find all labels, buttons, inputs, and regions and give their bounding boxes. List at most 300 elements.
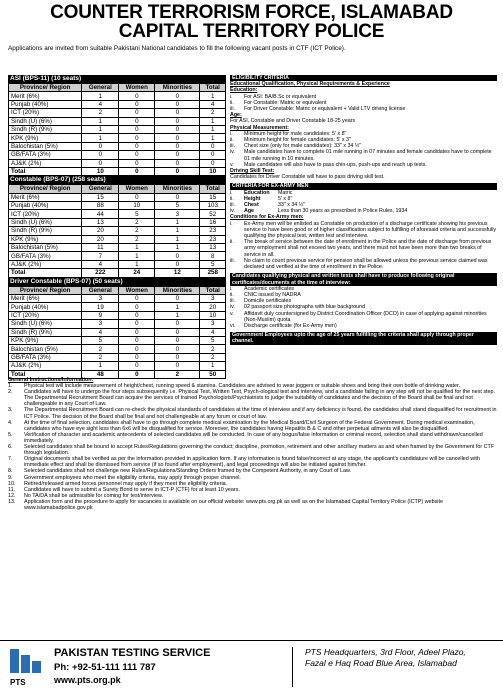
item-text: Academic certificates bbox=[244, 285, 295, 292]
total-row bbox=[9, 269, 226, 277]
seats-table bbox=[8, 286, 226, 379]
region-cell: Merit (6%) bbox=[9, 294, 82, 302]
seat-count: 0 bbox=[119, 142, 155, 150]
seat-count: 0 bbox=[119, 328, 155, 336]
column-header: Total bbox=[200, 84, 226, 92]
column-header: Total bbox=[200, 286, 226, 294]
seat-count: 103 bbox=[200, 202, 226, 210]
item-text: Minimum height for female candidates: 5' x 3" bbox=[244, 137, 351, 144]
seat-count: 2 bbox=[155, 370, 200, 378]
item-text: No claim to count previous service for pension shall be allowed unless the previous service claimed was declared and verified at the time of enrollment in the Police. bbox=[244, 257, 488, 271]
seat-count: 0 bbox=[119, 134, 155, 142]
item-label: Height bbox=[244, 195, 261, 202]
seat-count: 0 bbox=[155, 320, 200, 328]
seat-count: 0 bbox=[119, 193, 155, 201]
seat-count: 1 bbox=[200, 134, 226, 142]
seat-count: 0 bbox=[155, 142, 200, 150]
item-text: Ex-Army men will be enlisted as Constable on production of a discharge certificate showing his previous service to have been good or of higher classification subject to fulfilling of aforesaid criteria and successfully qualifying the physical test, written test and interview. bbox=[244, 220, 497, 240]
table-row bbox=[9, 260, 226, 268]
region-cell: ICT (20%) bbox=[9, 311, 82, 319]
seat-count: 1 bbox=[200, 362, 226, 370]
seat-count: 1 bbox=[119, 260, 155, 268]
item-text: Verification of character and academic antecedents of selected candidates will be conducted. In case of any bogus/false information or criminal record, selection shall stand withdrawn/cancelled immediately. bbox=[24, 431, 483, 444]
item-number: i. bbox=[230, 189, 233, 196]
list-item bbox=[230, 149, 497, 161]
seat-count: 0 bbox=[155, 294, 200, 302]
table-row bbox=[9, 328, 226, 336]
seat-count: 2 bbox=[82, 109, 119, 117]
table-row bbox=[9, 134, 226, 142]
table-row bbox=[9, 125, 226, 133]
seat-count: 5 bbox=[82, 336, 119, 344]
table-row bbox=[9, 100, 226, 108]
column-header: Province/ Region bbox=[9, 185, 82, 193]
item-number: 12. bbox=[8, 492, 16, 499]
seat-count: 1 bbox=[200, 117, 226, 125]
item-text: Original documents shall be verified as per the information provided in application form. If any information is found false/incorrect at any stage, the applicant's candidature will be cancelled with immediate effect and shall be dismissed from service (if so found after employment), and legal proceedings will also be initiated against him/her. bbox=[24, 456, 480, 469]
table-row bbox=[9, 311, 226, 319]
region-cell: Balochistan (5%) bbox=[9, 244, 82, 252]
list-item bbox=[230, 239, 497, 258]
seat-count: 20 bbox=[82, 227, 119, 235]
item-text: For Driver Constable: Matric or equivalent + Valid LTV driving license bbox=[244, 106, 406, 113]
seat-count: 4 bbox=[82, 260, 119, 268]
seat-count: 13 bbox=[200, 244, 226, 252]
seat-count: 1 bbox=[155, 244, 200, 252]
item-number: iii. bbox=[230, 202, 236, 209]
org-website[interactable]: www.pts.org.pk bbox=[54, 675, 121, 685]
region-cell: Balochistan (5%) bbox=[9, 142, 82, 150]
title-line-2: CAPITAL TERRITORY POLICE bbox=[118, 21, 385, 42]
seat-count: 0 bbox=[200, 142, 226, 150]
region-cell: Balochistan (5%) bbox=[9, 345, 82, 353]
item-number: iii. bbox=[230, 298, 236, 305]
region-cell: AJ&K (2%) bbox=[9, 260, 82, 268]
item-text: Candidates will have to undergo the four steps subsequently i.e. Physical Test, Written Test, Psych-ological test and interview, and a candidate failing in any step will not be qualified for the next step. The Departmental Recruitment Board can acquire the services of trained Psychologists/Psychiatrists to judge the suitability of candidates and the decision of the Board shall be final and not challengeable in any Court of Law. bbox=[24, 389, 496, 408]
item-number: 6. bbox=[8, 444, 13, 451]
seat-count: 1 bbox=[82, 134, 119, 142]
govt-employees-note: Government Employees upto the age of 25 years fulfilling the criteria shall apply through proper channel. bbox=[230, 332, 497, 344]
table-row bbox=[9, 362, 226, 370]
item-number: i. bbox=[230, 285, 233, 292]
seat-count: 1 bbox=[119, 252, 155, 260]
org-address bbox=[292, 647, 503, 687]
seat-count: 0 bbox=[155, 125, 200, 133]
item-number: i. bbox=[230, 130, 233, 137]
seat-count: 0 bbox=[155, 362, 200, 370]
region-cell: Sindh (R) (9%) bbox=[9, 328, 82, 336]
seat-count: 7 bbox=[82, 252, 119, 260]
item-label: Chest bbox=[244, 202, 259, 209]
item-number: iv. bbox=[230, 149, 235, 156]
age-text: For ASI, Constable and Driver Constable 18-25 years bbox=[230, 118, 356, 125]
seat-count: 0 bbox=[119, 159, 155, 167]
seat-count: 20 bbox=[200, 303, 226, 311]
table-row bbox=[9, 117, 226, 125]
seat-count: 0 bbox=[155, 345, 200, 353]
list-item bbox=[230, 311, 497, 323]
item-text: No TA/DA shall be admissible for coming for test/interview. bbox=[24, 492, 164, 499]
eligibility-panel bbox=[230, 75, 497, 345]
seat-count: 5 bbox=[200, 336, 226, 344]
region-cell: AJ&K (2%) bbox=[9, 362, 82, 370]
item-number: iii. bbox=[230, 143, 236, 150]
table-row bbox=[9, 109, 226, 117]
table-row bbox=[9, 336, 226, 344]
item-text: Male candidates have to complete 01 mile running in 07 minutes and female candidates have to complete 01 mile running in 10 minutes. bbox=[244, 149, 492, 162]
page-title bbox=[0, 3, 503, 41]
item-number: 4. bbox=[8, 419, 13, 426]
seat-count: 0 bbox=[119, 320, 155, 328]
conditions-heading: Conditions for Ex-Army men: bbox=[230, 214, 304, 221]
column-header: Minorities bbox=[155, 185, 200, 193]
seat-count: 0 bbox=[119, 117, 155, 125]
seat-count: 0 bbox=[119, 100, 155, 108]
instruction-item bbox=[8, 444, 497, 456]
item-number: v. bbox=[230, 310, 234, 317]
item-text: CNIC issued by NADRA bbox=[244, 291, 301, 298]
table-row bbox=[9, 353, 226, 361]
seat-count: 0 bbox=[155, 134, 200, 142]
exarmy-heading: CRITERIA FOR EX-ARMY MEN bbox=[230, 183, 497, 189]
table-row bbox=[9, 345, 226, 353]
item-number: ii. bbox=[230, 137, 234, 144]
seat-count: 50 bbox=[200, 370, 226, 378]
seat-count: 0 bbox=[82, 142, 119, 150]
item-text: For Constable: Matric or equivalent bbox=[244, 99, 327, 106]
region-cell: Sindh (R) (9%) bbox=[9, 125, 82, 133]
item-text: Government employees who meet the eligibility criteria, may apply through proper channel. bbox=[24, 474, 241, 481]
seat-count: 15 bbox=[200, 193, 226, 201]
list-item bbox=[230, 258, 497, 270]
item-value: 5' x 8" bbox=[278, 195, 293, 202]
seat-count: 19 bbox=[82, 303, 119, 311]
seat-count: 10 bbox=[200, 167, 226, 175]
seat-count: 0 bbox=[119, 125, 155, 133]
age-heading: Age: bbox=[230, 112, 242, 119]
eligibility-subheading: Educational Qualification, Physical Requirements & Experience bbox=[230, 81, 390, 88]
seat-count: 1 bbox=[119, 244, 155, 252]
region-cell: Punjab (40%) bbox=[9, 202, 82, 210]
item-number: iv. bbox=[230, 304, 235, 311]
seat-count: 3 bbox=[155, 210, 200, 218]
seat-count: 0 bbox=[119, 109, 155, 117]
seat-count: 2 bbox=[200, 353, 226, 361]
general-instructions bbox=[8, 377, 497, 511]
column-header: General bbox=[82, 185, 119, 193]
item-label: Education bbox=[244, 189, 270, 196]
title-line-1: COUNTER TERRORISM FORCE, ISLAMABAD bbox=[50, 2, 453, 23]
seat-count: 3 bbox=[82, 294, 119, 302]
seat-count: 2 bbox=[82, 345, 119, 353]
seat-count: 5 bbox=[200, 260, 226, 268]
total-row bbox=[9, 167, 226, 175]
region-cell: KPK (9%) bbox=[9, 134, 82, 142]
region-cell: KPK (9%) bbox=[9, 235, 82, 243]
list-item bbox=[230, 221, 497, 240]
instruction-item bbox=[8, 499, 497, 511]
instruction-item bbox=[8, 432, 497, 444]
item-number: ii. bbox=[230, 99, 234, 106]
item-number: iv. bbox=[230, 208, 235, 215]
seat-count: 2 bbox=[82, 353, 119, 361]
seat-count: 88 bbox=[82, 202, 119, 210]
item-text: Chest size (only for male candidates): 33" x 34 ½" bbox=[244, 143, 362, 150]
table-row bbox=[9, 142, 226, 150]
table-row bbox=[9, 159, 226, 167]
seat-count: 0 bbox=[119, 311, 155, 319]
seat-count: 1 bbox=[155, 235, 200, 243]
seat-count: 3 bbox=[200, 294, 226, 302]
column-header: Province/ Region bbox=[9, 84, 82, 92]
seat-count: 4 bbox=[200, 100, 226, 108]
seat-count: 52 bbox=[200, 210, 226, 218]
column-header: Province/ Region bbox=[9, 286, 82, 294]
seat-count: 1 bbox=[155, 311, 200, 319]
item-number: ii. bbox=[230, 195, 234, 202]
seat-count: 1 bbox=[155, 303, 200, 311]
item-text: Selected candidates shall not challenge new Rules/Regulations/Standing Orders framed by the Competent Authority, in any Court of Law. bbox=[24, 468, 352, 475]
item-number: i. bbox=[230, 93, 233, 100]
seat-count: 12 bbox=[155, 269, 200, 277]
item-text: Application form and the procedure to apply for vacancies is available on our official website: www.pts.org.pk as well as on the Islamabad Capital Territory Police (ICTP) website www.islamabadpolice.gov.pk bbox=[24, 498, 443, 511]
table-heading: Driver Constable (BPS-07) (50 seats) bbox=[8, 278, 226, 286]
table-row bbox=[9, 151, 226, 159]
item-text: Minimum height for male candidates: 5' x 8" bbox=[244, 130, 347, 137]
seat-count: 4 bbox=[200, 328, 226, 336]
seat-count: 222 bbox=[82, 269, 119, 277]
skill-heading: Driving Skill Test: bbox=[230, 168, 275, 175]
table-row bbox=[9, 294, 226, 302]
item-text: Discharge certificate (for Ex-Army men) bbox=[244, 322, 337, 329]
seat-count: 2 bbox=[119, 227, 155, 235]
seat-count: 20 bbox=[82, 235, 119, 243]
seat-count: 0 bbox=[155, 109, 200, 117]
item-number: 1. bbox=[8, 383, 13, 390]
region-cell: GB/FATA (3%) bbox=[9, 353, 82, 361]
seat-count: 1 bbox=[155, 227, 200, 235]
item-number: 2. bbox=[8, 389, 13, 396]
seat-count: 0 bbox=[119, 151, 155, 159]
address-line-1: PTS Headquarters, 3rd Floor, Adeel Plazo, bbox=[305, 647, 466, 657]
seat-count: 3 bbox=[82, 320, 119, 328]
seat-count: 0 bbox=[119, 303, 155, 311]
education-heading: Education: bbox=[230, 87, 258, 94]
table-row bbox=[9, 235, 226, 243]
seat-count: 0 bbox=[155, 117, 200, 125]
seat-count: 0 bbox=[155, 328, 200, 336]
intro-text: Applications are invited from suitable Pakistani National candidates to fill the following vacant posts in CTF (ICT Police). bbox=[8, 45, 346, 52]
table-row bbox=[9, 193, 226, 201]
item-number: 10. bbox=[8, 480, 16, 487]
item-text: Retired/released armed forces personnel may apply if they meet the eligibility criteria. bbox=[24, 480, 228, 487]
region-cell: ICT (20%) bbox=[9, 109, 82, 117]
seat-count: 4 bbox=[82, 100, 119, 108]
seats-table bbox=[8, 184, 226, 277]
seat-count: 0 bbox=[119, 353, 155, 361]
item-text: At the time of final selection, candidates shall have to go through complete medical examination by the Medical Board/Civil Surgeon of the Federal Government. During medical examination, candidates who have eye sight less than 6x6 will be disqualified for service. Moreover, the candidates having Hepatitis B & C and other perpetual ailments will also be disqualified. bbox=[24, 419, 475, 432]
seat-count: 0 bbox=[155, 353, 200, 361]
item-number: 8. bbox=[8, 468, 13, 475]
region-cell: Sindh (U) (6%) bbox=[9, 320, 82, 328]
item-text: Candidates will have to submit a Surety Bond to serve in ICT-P (CTF) for at least 10 years. bbox=[24, 486, 240, 493]
item-number: 3. bbox=[8, 407, 13, 414]
seat-count: 0 bbox=[200, 151, 226, 159]
seat-count: 3 bbox=[200, 320, 226, 328]
seat-count: 4 bbox=[82, 328, 119, 336]
seat-count: 0 bbox=[119, 167, 155, 175]
seat-count: 1 bbox=[82, 125, 119, 133]
seat-count: 16 bbox=[200, 218, 226, 226]
seat-count: 23 bbox=[200, 227, 226, 235]
seat-count: 0 bbox=[155, 151, 200, 159]
instruction-item bbox=[8, 389, 497, 407]
seat-count: 0 bbox=[82, 159, 119, 167]
seat-count: 5 bbox=[119, 210, 155, 218]
seat-count: 1 bbox=[155, 218, 200, 226]
item-number: i. bbox=[230, 220, 233, 227]
column-header: Women bbox=[119, 286, 155, 294]
region-cell: GB/FATA (3%) bbox=[9, 151, 82, 159]
seat-count: 2 bbox=[200, 345, 226, 353]
seat-count: 1 bbox=[82, 92, 119, 100]
seats-table bbox=[8, 83, 226, 176]
documents-heading: Candidates qualifying physical and written tests shall have to produce following original certificates/documents at the time of interview: bbox=[230, 273, 497, 285]
region-cell: ICT (20%) bbox=[9, 210, 82, 218]
region-cell: Sindh (R) (9%) bbox=[9, 227, 82, 235]
seat-count: 0 bbox=[119, 362, 155, 370]
seat-count: 11 bbox=[82, 244, 119, 252]
region-cell: Total bbox=[9, 269, 82, 277]
seat-count: 0 bbox=[155, 159, 200, 167]
table-row bbox=[9, 320, 226, 328]
table-row bbox=[9, 92, 226, 100]
table-row bbox=[9, 244, 226, 252]
seat-count: 15 bbox=[82, 193, 119, 201]
instruction-item bbox=[8, 407, 497, 419]
table-row bbox=[9, 218, 226, 226]
seat-count: 0 bbox=[119, 92, 155, 100]
column-header: Women bbox=[119, 84, 155, 92]
item-text: For ASI: BA/B.Sc or equivalent bbox=[244, 93, 317, 100]
table-row bbox=[9, 252, 226, 260]
table-row bbox=[9, 303, 226, 311]
item-number: 11. bbox=[8, 486, 16, 493]
org-name: PAKISTAN TESTING SERVICE bbox=[54, 647, 211, 659]
seat-count: 2 bbox=[200, 109, 226, 117]
seat-count: 0 bbox=[82, 151, 119, 159]
seat-count: 24 bbox=[119, 269, 155, 277]
item-number: 7. bbox=[8, 456, 13, 463]
item-number: 9. bbox=[8, 474, 13, 481]
seat-tables bbox=[8, 75, 226, 379]
item-text: Male candidates will also have to pass chin-ups, push-ups and reach up tests. bbox=[244, 161, 427, 168]
seat-count: 10 bbox=[82, 167, 119, 175]
seat-count: 2 bbox=[119, 235, 155, 243]
item-number: vi. bbox=[230, 322, 236, 329]
seat-count: 0 bbox=[155, 100, 200, 108]
seat-count: 0 bbox=[155, 167, 200, 175]
region-cell: Sindh (U) (6%) bbox=[9, 117, 82, 125]
column-header: Women bbox=[119, 185, 155, 193]
seat-count: 0 bbox=[119, 336, 155, 344]
seat-count: 0 bbox=[119, 370, 155, 378]
seat-count: 1 bbox=[200, 92, 226, 100]
item-label: Age bbox=[244, 208, 255, 215]
seat-count: 258 bbox=[200, 269, 226, 277]
item-number: iii. bbox=[230, 257, 236, 264]
item-value: Matric bbox=[278, 189, 293, 196]
instruction-item bbox=[8, 456, 497, 468]
seat-count: 0 bbox=[155, 92, 200, 100]
seat-count: 0 bbox=[155, 193, 200, 201]
item-number: ii. bbox=[230, 239, 234, 246]
item-number: iii. bbox=[230, 106, 236, 113]
seat-count: 0 bbox=[119, 294, 155, 302]
eligibility-heading: ELIGIBILITY CRITERIA bbox=[230, 75, 497, 81]
region-cell: Total bbox=[9, 370, 82, 378]
seat-count: 2 bbox=[119, 218, 155, 226]
seat-count: 48 bbox=[82, 370, 119, 378]
region-cell: Merit (6%) bbox=[9, 193, 82, 201]
physical-heading: Physical Measurement: bbox=[230, 124, 289, 131]
seat-count: 0 bbox=[200, 159, 226, 167]
seat-count: 1 bbox=[200, 125, 226, 133]
region-cell: Punjab (40%) bbox=[9, 303, 82, 311]
item-value: Less than 30 years as prescribed in Police Rules, 1934 bbox=[278, 208, 408, 215]
seat-count: 0 bbox=[155, 252, 200, 260]
table-row bbox=[9, 202, 226, 210]
table-heading: Constable (BPS-07) (258 seats) bbox=[8, 176, 226, 184]
item-text: The Departmental Recruitment Board can re-check the physical standards of candidates at the time of interview and if any deficiency is found, the candidates shall stand disqualified for recruitment in ICT Police. The decision of the Board shall be final and not challengeable at any forum or court of law. bbox=[24, 407, 497, 420]
seat-count: 44 bbox=[82, 210, 119, 218]
item-text: Domicile certificates bbox=[244, 298, 292, 305]
address-line-2: Fazal e Haq Road Blue Area, Islamabad bbox=[305, 657, 457, 668]
item-text: 02 passport size photographs with blue background bbox=[244, 304, 366, 311]
table-heading: ASI (BPS-11) (10 seats) bbox=[8, 75, 226, 83]
column-header: Total bbox=[200, 185, 226, 193]
table-row bbox=[9, 210, 226, 218]
item-text: Selected candidates shall be bound to accept Rules/Regulations governing the conduct; discipline, promotion, retirement and other ancillary matters as and when framed by the Government for CTF through legislation. bbox=[24, 444, 495, 457]
list-item bbox=[230, 323, 497, 329]
column-header: General bbox=[82, 84, 119, 92]
item-text: Affidavit duly countersigned by District Coordination Officer (DCO) in case of applying against minorities (Non-Muslim) quota bbox=[244, 310, 487, 323]
column-header: General bbox=[82, 286, 119, 294]
item-number: v. bbox=[230, 161, 234, 168]
seat-count: 8 bbox=[200, 252, 226, 260]
item-number: 13. bbox=[8, 498, 16, 505]
table-row bbox=[9, 227, 226, 235]
org-phone: Ph: +92-51-111 111 787 bbox=[54, 662, 156, 673]
logo-text: PTS bbox=[10, 678, 26, 687]
skill-text: Candidates for Driver Constable will have to pass driving skill test. bbox=[230, 174, 385, 181]
seat-count: 10 bbox=[119, 202, 155, 210]
general-heading: General Instructions/Information: bbox=[8, 377, 94, 383]
seat-count: 23 bbox=[200, 235, 226, 243]
seat-count: 5 bbox=[155, 202, 200, 210]
instruction-item bbox=[8, 420, 497, 432]
footer bbox=[0, 640, 503, 696]
region-cell: Total bbox=[9, 167, 82, 175]
item-number: 5. bbox=[8, 431, 13, 438]
seat-count: 0 bbox=[155, 260, 200, 268]
region-cell: Merit (6%) bbox=[9, 92, 82, 100]
seat-count: 0 bbox=[155, 336, 200, 344]
seat-count: 13 bbox=[82, 218, 119, 226]
column-header: Minorities bbox=[155, 286, 200, 294]
item-value: 33" x 34 ½" bbox=[278, 202, 306, 209]
seat-count: 9 bbox=[82, 311, 119, 319]
